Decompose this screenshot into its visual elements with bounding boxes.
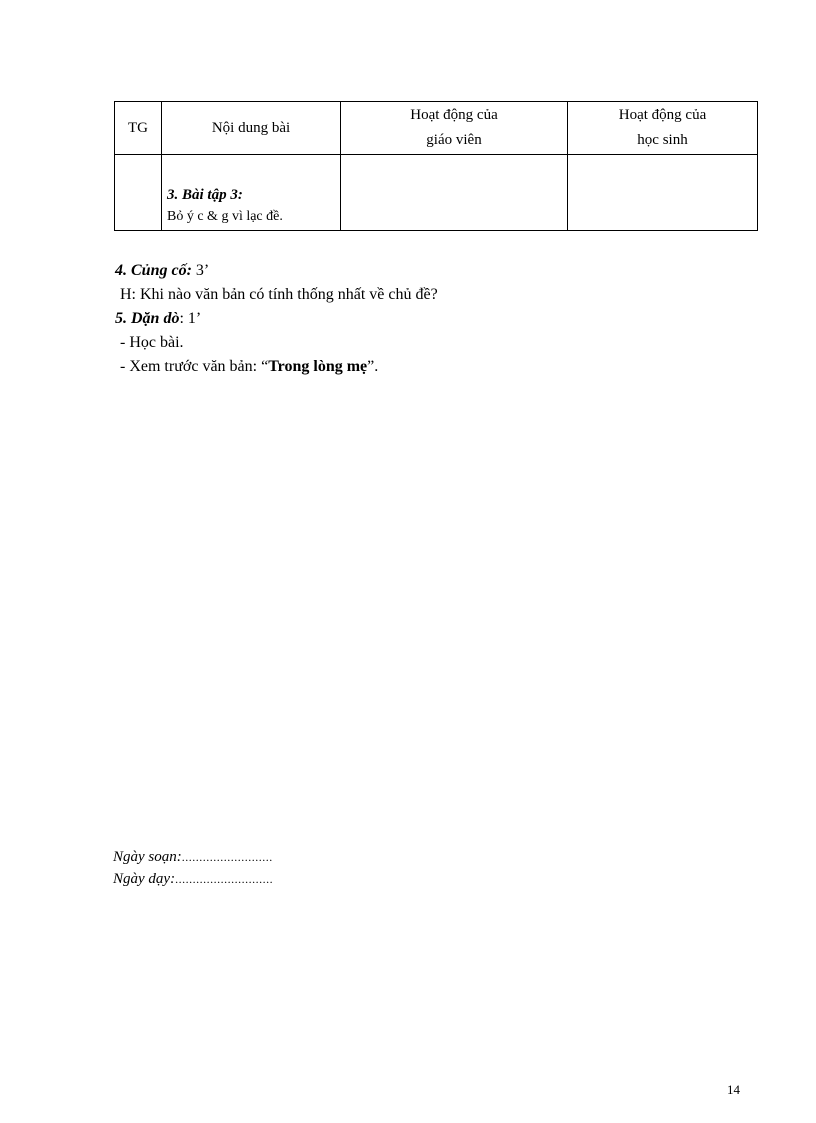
homework-heading: 5. Dặn dò — [115, 310, 180, 327]
date-prepared-value: .......................... — [181, 850, 273, 864]
homework-item-1: - Học bài. — [120, 334, 184, 351]
header-student — [568, 102, 758, 155]
exercise-title: 3. Bài tập 3: — [167, 187, 243, 203]
homework-time: : 1’ — [179, 310, 202, 327]
table-row — [115, 155, 758, 231]
header-teacher — [341, 102, 568, 155]
cell-content — [162, 155, 341, 231]
homework-heading-line — [115, 307, 438, 331]
homework-item-2-prefix: - Xem trước văn bản: “ — [120, 358, 269, 375]
consolidation-time: 3’ — [191, 262, 210, 279]
date-prepared-label: Ngày soạn: — [113, 849, 182, 865]
date-taught-value: ............................ — [175, 872, 274, 886]
header-student-line1: Hoạt động của — [618, 107, 707, 123]
cell-student — [568, 155, 758, 231]
header-teacher-line2: giáo viên — [426, 132, 482, 148]
homework-item-2 — [115, 355, 438, 379]
header-content: Nội dung bài — [162, 102, 341, 155]
header-tg: TG — [115, 102, 162, 155]
lesson-plan-table — [114, 101, 758, 231]
lesson-sections — [115, 259, 438, 379]
date-prepared-line — [113, 846, 273, 868]
homework-item-2-title: Trong lòng mẹ — [268, 358, 368, 375]
dates-block — [113, 846, 273, 890]
header-teacher-line1: Hoạt động của — [410, 107, 498, 123]
consolidation-heading: 4. Củng cố: — [115, 262, 192, 279]
homework-item-2-suffix: ”. — [367, 358, 379, 375]
header-student-line2: học sinh — [637, 132, 688, 148]
table-header-row — [115, 102, 758, 155]
consolidation-question: H: Khi nào văn bản có tính thống nhất về chủ đề? — [120, 286, 438, 303]
date-taught-label: Ngày dạy: — [113, 871, 176, 887]
cell-teacher — [341, 155, 568, 231]
cell-tg — [115, 155, 162, 231]
exercise-text: Bỏ ý c & g vì lạc đề. — [167, 209, 283, 224]
consolidation-heading-line — [115, 259, 438, 283]
date-taught-line — [113, 868, 273, 890]
page-number: 14 — [727, 1082, 740, 1097]
